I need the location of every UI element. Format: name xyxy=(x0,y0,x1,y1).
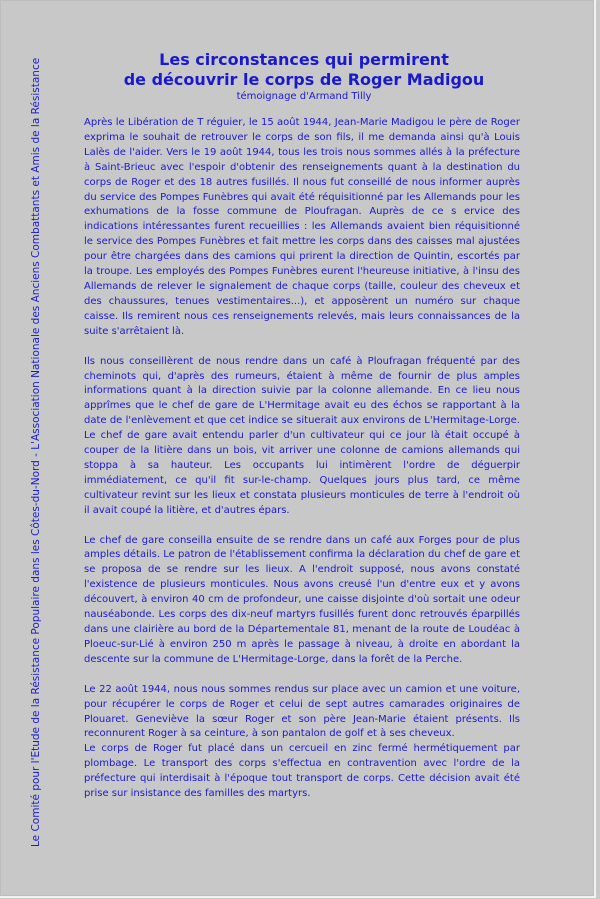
side-caption: Le Comité pour l'Etude de la Résistance Populaire dans les Côtes-du-Nord - L'Association Nationale des Anciens Combattants et Amis de la Résistance xyxy=(30,57,42,847)
document-title xyxy=(80,50,528,90)
paragraph-4: Le 22 août 1944, nous nous sommes rendus sur place avec un camion et une voiture, pour récupérer le corps de Roger et celui de sept autres camarades originaires de Plouaret. Geneviève la sœur Roger et son père Jean-Marie étaient présents. Ils reconnurent Roger à sa ceinture, à son pantalon de golf et à ses cheveux. xyxy=(84,683,520,740)
title-line-2: de découvrir le corps de Roger Madigou xyxy=(123,70,485,89)
paragraph-3: Le chef de gare conseilla ensuite de se rendre dans un café aux Forges pour de plus amples détails. Le patron de l'établissement confirma la déclaration du chef de gare et se proposa de se rendre sur les lieux. A l'endroit supposé, nous avons constaté l'existence de plusieurs monticules. Nous avons creusé l'un d'entre eux et y avons découvert, à environ 40 cm de profondeur, une caisse disjointe d'où sortait une odeur nauséabonde. Les corps des dix-neuf martyrs fusillés furent donc retrouvés éparpillés dans une clairière au bord de la Départementale 81, menant de la route de Loudéac à Ploeuc-sur-Lié à environ 250 m après le passage à niveau, à droite en abordant la descente sur la commune de L'Hermitage-Lorge, dans la forêt de la Perche. xyxy=(84,534,520,665)
document-body xyxy=(84,116,520,817)
paragraph-2: Ils nous conseillèrent de nous rendre dans un café à Ploufragan fréquenté par des cheminots qui, d'après des rumeurs, étaient à même de fournir de plus amples informations quant à la direction suivie par la colonne allemande. En ce lieu nous apprîmes que le chef de gare de L'Hermitage avait eu des échos se rapportant à la date de l'enlèvement et que cet indice se situerait aux environs de L'Hermitage-Lorge. Le chef de gare avait entendu parler d'un cultivateur qui ce jour là était occupé à couper de la litière dans un bois, vit arriver une colonne de camions allemands qui stoppa à sa hauteur. Les occupants lui intimèrent l'ordre de déguerpir immédiatement, ce qu'il fit sur-le-champ. Quelques jours plus tard, ce même cultivateur revint sur les lieux et constata plusieurs monticules de terre à l'endroit où il avait coupé la litière, et d'autres épars. xyxy=(84,355,520,516)
paragraph-1: Après le Libération de T réguier, le 15 août 1944, Jean-Marie Madigou le père de Roger exprima le souhait de retrouver le corps de son fils, il me demanda ainsi qu'à Louis Lalès de l'aider. Vers le 19 août 1944, tous les trois nous sommes allés à la préfecture à Saint-Brieuc avec l'espoir d'obtenir des renseignements quant à la destination du corps de Roger et des 18 autres fusillés. Il nous fut conseillé de nous informer auprès du service des Pompes Funèbres qui avait été réquisitionné par les Allemands pour les exhumations de la fosse commune de Ploufragan. Auprès de ce s ervice des indications intéressantes furent recueillies : les Allemands avaient bien réquisitionné le service des Pompes Funèbres et fait mettre les corps dans des caisses mal ajustées pour être chargées dans des camions qui prirent la direction de Quintin, escortés par la troupe. Les employés des Pompes Funèbres eurent l'heureuse initiative, à l'insu des Allemands de relever le signalement de chaque corps (taille, couleur des cheveux et des chaussures, tenues vestimentaires...), et apposèrent un numéro sur chaque caisse. Ils remirent nous ces renseignements relevés, mais leurs connaissances de la suite s'arrêtaient là. xyxy=(84,117,520,337)
title-line-1: Les circonstances qui permirent xyxy=(159,50,449,69)
document-subtitle: témoignage d'Armand Tilly xyxy=(236,91,372,102)
paragraph-5: Le corps de Roger fut placé dans un cercueil en zinc fermé hermétiquement par plombage. Le transport des corps s'effectua en contravention avec l'ordre de la préfecture qui interdisait à l'époque tout transport de corps. Cette décision avait été prise sur insistance des familles des martyrs. xyxy=(84,743,520,800)
